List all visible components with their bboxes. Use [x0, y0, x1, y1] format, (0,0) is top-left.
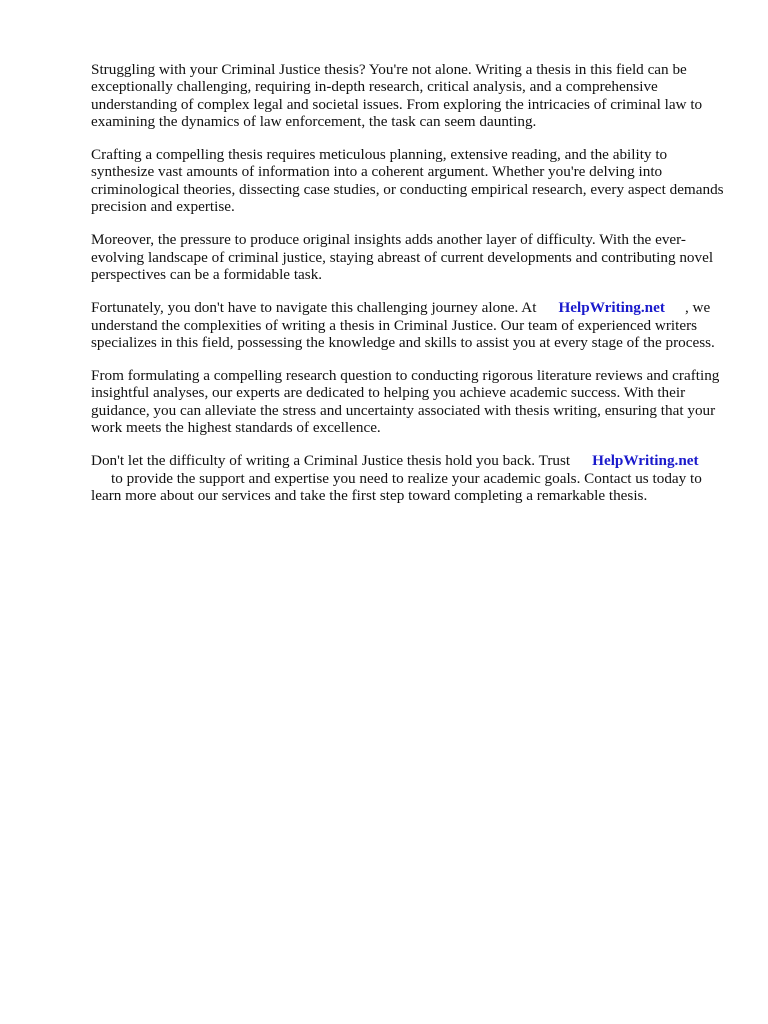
paragraph-fortunately-text-end: we understand the complexities of writing a thesis in Criminal Justice. Our team of experienced writers specializes in this field, possessing the knowledge and skills to assist you at every stage of the process.	[91, 299, 715, 351]
paragraph-closing-text-end: to provide the support and expertise you need to realize your academic goals. Contact us today to learn more about our services and take the first step toward completing a remarkable thesis.	[91, 469, 702, 504]
paragraph-fortunately-comma: ,	[684, 299, 689, 317]
paragraph-crafting: Crafting a compelling thesis requires meticulous planning, extensive reading, and the ability to synthesize vast amounts of information into a coherent argument. Whether you're delving into criminological theories, dissecting case studies, or conducting empirical research, every aspect demands precision and expertise.	[91, 146, 724, 216]
paragraph-formulating: From formulating a compelling research question to conducting rigorous literature reviews and crafting insightful analyses, our experts are dedicated to helping you achieve academic success. With their guidance, you can alleviate the stress and uncertainty associated with thesis writing, ensuring that your work meets the highest standards of excellence.	[91, 367, 720, 437]
paragraph-intro: Struggling with your Criminal Justice thesis? You're not alone. Writing a thesis in this field can be exceptionally challenging, requiring in-depth research, critical analysis, and a comprehensive understanding of complex legal and societal issues. From exploring the intricacies of criminal law to examining the dynamics of law enforcement, the task can seem daunting.	[91, 61, 703, 130]
paragraph-pressure: Moreover, the pressure to produce original insights adds another layer of difficulty. With the ever-evolving landscape of criminal justice, staying abreast of current developments and contributing novel perspectives can be a formidable task.	[91, 231, 714, 283]
paragraph-fortunately-text-start: Fortunately, you don't have to navigate this challenging journey alone. At	[91, 299, 537, 317]
document-body	[91, 61, 731, 520]
paragraph-closing	[91, 452, 731, 504]
paragraph-closing-text-start: Don't let the difficulty of writing a Criminal Justice thesis hold you back. Trust	[91, 452, 571, 470]
helpwriting-link-closing[interactable]: HelpWriting.net	[592, 452, 699, 470]
paragraph-fortunately	[91, 299, 731, 351]
helpwriting-link[interactable]: HelpWriting.net	[558, 299, 665, 317]
